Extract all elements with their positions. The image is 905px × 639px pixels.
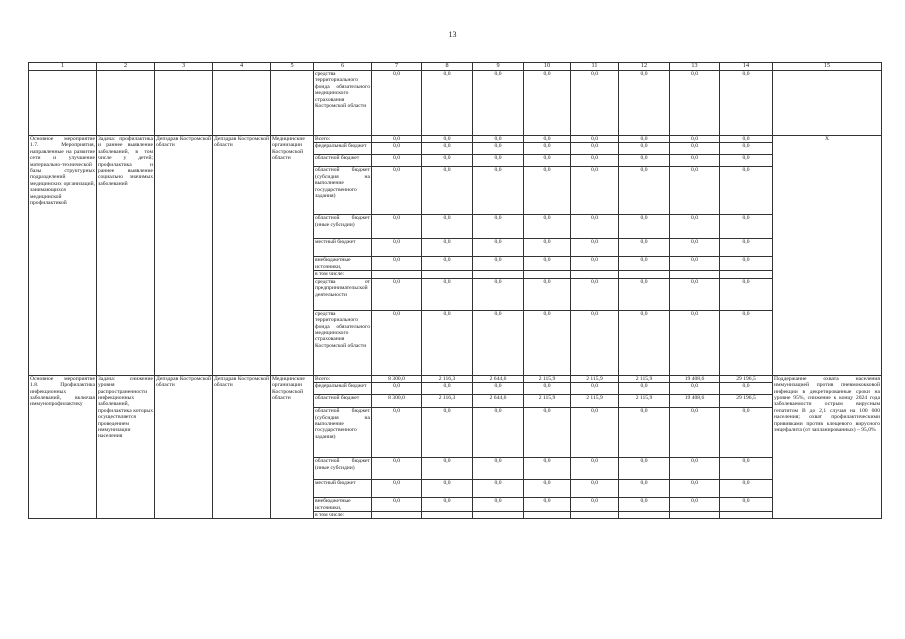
header-cell: 8 (422, 63, 473, 71)
value-cell: 0,0 (524, 155, 571, 167)
header-cell: 9 (473, 63, 524, 71)
value-cell (720, 271, 773, 278)
value-cell: 0,0 (422, 458, 473, 480)
value-cell: 0,0 (473, 136, 524, 143)
value-cell (422, 512, 473, 519)
value-cell: 0,0 (619, 408, 670, 458)
empty-cell (773, 71, 882, 136)
value-cell: 0,0 (473, 71, 524, 136)
value-cell: 0,0 (422, 71, 473, 136)
value-cell: 0,0 (571, 155, 619, 167)
header-cell: 6 (314, 63, 372, 71)
value-cell: 0,0 (571, 143, 619, 155)
value-cell: 2 115,9 (524, 395, 571, 408)
value-cell: 0,0 (720, 167, 773, 215)
value-cell: 0,0 (619, 498, 670, 512)
value-cell: 0,0 (524, 215, 571, 239)
value-cell: 0,0 (524, 480, 571, 498)
value-cell: 0,0 (619, 278, 670, 310)
value-cell: 0,0 (571, 136, 619, 143)
header-cell: 2 (97, 63, 155, 71)
value-cell: 0,0 (524, 383, 571, 395)
value-cell: 0,0 (372, 257, 422, 271)
value-cell: 0,0 (720, 498, 773, 512)
value-cell: 0,0 (422, 155, 473, 167)
funding-source-cell: в том числе: (314, 512, 372, 519)
value-cell: 0,0 (524, 498, 571, 512)
value-cell: 0,0 (720, 215, 773, 239)
value-cell: 0,0 (670, 498, 720, 512)
value-cell: 0,0 (422, 498, 473, 512)
value-cell: 0,0 (372, 215, 422, 239)
value-cell: 0,0 (473, 215, 524, 239)
value-cell: 0,0 (372, 155, 422, 167)
value-cell: 0,0 (473, 257, 524, 271)
value-cell: 0,0 (422, 480, 473, 498)
value-cell: 0,0 (670, 143, 720, 155)
value-cell: 0,0 (720, 155, 773, 167)
value-cell: 0,0 (372, 143, 422, 155)
value-cell: 0,0 (473, 278, 524, 310)
value-cell: 0,0 (670, 71, 720, 136)
value-cell: 0,0 (422, 143, 473, 155)
value-cell: 0,0 (473, 167, 524, 215)
value-cell: 0,0 (670, 239, 720, 257)
header-cell: 15 (773, 63, 882, 71)
funding-source-cell: областной бюджет (314, 155, 372, 167)
funding-source-cell: Всего: (314, 375, 372, 382)
value-cell: 0,0 (473, 310, 524, 375)
value-cell: 0,0 (422, 136, 473, 143)
value-cell: 8 300,0 (372, 395, 422, 408)
value-cell: 0,0 (619, 215, 670, 239)
header-cell: 13 (670, 63, 720, 71)
funding-source-cell: областной бюджет (314, 395, 372, 408)
result-cell: Поддержание охвата населения иммунизацией против пневмококковой инфекции в декретированные сроки на уровне 95%, снижение к концу 2024 года заболеваемости острым вирусным гепатитом В до 2,1 случая на 100 000 населения; охват профилактическими прививками против клещевого вирусного энцефалита (от запланированных) – 95,0% (773, 375, 882, 519)
value-cell: 0,0 (720, 480, 773, 498)
table-row (29, 136, 882, 143)
value-cell: 0,0 (670, 215, 720, 239)
value-cell: 0,0 (372, 408, 422, 458)
value-cell: 0,0 (571, 310, 619, 375)
event-name-cell: Основное мероприятие 1.8. Профилактика инфекционных заболеваний, включая иммунопрофилактику (29, 375, 97, 519)
value-cell: 0,0 (473, 408, 524, 458)
value-cell: 8 300,0 (372, 375, 422, 382)
value-cell: 0,0 (720, 408, 773, 458)
value-cell: 0,0 (619, 239, 670, 257)
page-number: 13 (448, 30, 457, 39)
value-cell (619, 512, 670, 519)
value-cell (473, 512, 524, 519)
value-cell: 0,0 (473, 143, 524, 155)
funding-source-cell: средства от предпринимательской деятельности (314, 278, 372, 310)
funding-source-cell: в том числе: (314, 271, 372, 278)
header-cell: 3 (155, 63, 213, 71)
value-cell: 0,0 (422, 257, 473, 271)
header-cell: 12 (619, 63, 670, 71)
value-cell: 0,0 (670, 136, 720, 143)
task-cell: Задача: снижение уровня распространенности инфекционных заболеваний, профилактика которых осуществляется проведением иммунизации населения (97, 375, 155, 519)
empty-cell (271, 71, 314, 136)
header-cell: 7 (372, 63, 422, 71)
header-cell: 10 (524, 63, 571, 71)
funding-source-cell: областной бюджет (иные субсидии) (314, 458, 372, 480)
value-cell: 0,0 (720, 143, 773, 155)
value-cell: 0,0 (619, 136, 670, 143)
value-cell: 0,0 (473, 155, 524, 167)
value-cell: 0,0 (670, 458, 720, 480)
value-cell: 0,0 (524, 408, 571, 458)
value-cell: 0,0 (473, 498, 524, 512)
value-cell: 0,0 (372, 167, 422, 215)
participant-cell: Медицинские организации Костромской области (271, 136, 314, 376)
value-cell: 0,0 (571, 383, 619, 395)
value-cell: 0,0 (422, 408, 473, 458)
value-cell: 0,0 (524, 143, 571, 155)
value-cell: 0,0 (473, 383, 524, 395)
header-cell: 1 (29, 63, 97, 71)
value-cell (524, 512, 571, 519)
funding-source-cell: местный бюджет (314, 480, 372, 498)
value-cell: 0,0 (524, 458, 571, 480)
value-cell (571, 271, 619, 278)
header-cell: 14 (720, 63, 773, 71)
value-cell: 0,0 (422, 383, 473, 395)
value-cell: 0,0 (720, 310, 773, 375)
value-cell: 0,0 (670, 278, 720, 310)
header-row (29, 63, 882, 71)
empty-cell (29, 71, 97, 136)
coordinator-cell: Депздрав Костромской области (155, 136, 213, 376)
funding-source-cell: областной бюджет (субсидия на выполнение государственного задания) (314, 167, 372, 215)
value-cell: 0,0 (372, 278, 422, 310)
funding-source-cell: федеральный бюджет (314, 143, 372, 155)
value-cell: 0,0 (571, 215, 619, 239)
value-cell (670, 512, 720, 519)
value-cell: 0,0 (619, 167, 670, 215)
value-cell: 29 196,5 (720, 375, 773, 382)
funding-source-cell: местный бюджет (314, 239, 372, 257)
value-cell: 0,0 (720, 239, 773, 257)
value-cell: 2 115,9 (524, 375, 571, 382)
value-cell: 0,0 (670, 383, 720, 395)
value-cell: 0,0 (372, 310, 422, 375)
value-cell: 0,0 (619, 310, 670, 375)
value-cell: 0,0 (720, 136, 773, 143)
value-cell: 19 408,6 (670, 375, 720, 382)
value-cell: 2 644,6 (473, 375, 524, 382)
executor-cell: Депздрав Костромской области (213, 136, 271, 376)
value-cell: 0,0 (670, 310, 720, 375)
value-cell: 0,0 (422, 167, 473, 215)
value-cell (422, 271, 473, 278)
value-cell: 0,0 (619, 480, 670, 498)
header-cell: 4 (213, 63, 271, 71)
value-cell: 0,0 (524, 167, 571, 215)
funding-source-cell: Всего: (314, 136, 372, 143)
executor-cell: Депздрав Костромской области (213, 375, 271, 519)
value-cell: 0,0 (720, 278, 773, 310)
empty-cell (213, 71, 271, 136)
funding-source-cell: внебюджетные источники, (314, 498, 372, 512)
funding-source-cell: федеральный бюджет (314, 383, 372, 395)
event-name-cell: Основное мероприятие 1.7. Мероприятия, направленные на развитие сети и улучшение материально-технической базы структурных подразделений медицинских организаций, занимающихся медицинской профилактикой (29, 136, 97, 376)
table-row (29, 71, 882, 136)
value-cell: 0,0 (571, 71, 619, 136)
value-cell: 0,0 (422, 239, 473, 257)
value-cell: 0,0 (571, 257, 619, 271)
empty-cell (155, 71, 213, 136)
value-cell: 0,0 (372, 136, 422, 143)
value-cell (372, 271, 422, 278)
value-cell: 0,0 (571, 239, 619, 257)
result-cell: Х (773, 136, 882, 376)
header-cell: 5 (271, 63, 314, 71)
value-cell: 2 115,9 (619, 375, 670, 382)
funding-source-cell: средства территориального фонда обязательного медицинского страхования Костромской области (314, 310, 372, 375)
value-cell: 2 116,3 (422, 395, 473, 408)
task-cell: Задача: профилактика и раннее выявление заболеваний, в том числе у детей; профилактика и раннее выявление социально значимых заболеваний (97, 136, 155, 376)
value-cell: 0,0 (571, 458, 619, 480)
value-cell: 2 644,6 (473, 395, 524, 408)
header-cell: 11 (571, 63, 619, 71)
value-cell: 0,0 (524, 278, 571, 310)
value-cell: 2 115,9 (619, 395, 670, 408)
value-cell: 19 408,6 (670, 395, 720, 408)
participant-cell: Медицинские организации Костромской области (271, 375, 314, 519)
value-cell: 0,0 (473, 458, 524, 480)
value-cell: 0,0 (524, 136, 571, 143)
value-cell: 0,0 (524, 310, 571, 375)
funding-source-cell: областной бюджет (субсидия на выполнение государственного задания) (314, 408, 372, 458)
value-cell: 0,0 (619, 155, 670, 167)
value-cell (670, 271, 720, 278)
value-cell: 0,0 (372, 71, 422, 136)
value-cell: 0,0 (524, 239, 571, 257)
value-cell: 0,0 (524, 257, 571, 271)
value-cell: 0,0 (619, 383, 670, 395)
value-cell (619, 271, 670, 278)
value-cell: 0,0 (670, 408, 720, 458)
value-cell: 0,0 (670, 257, 720, 271)
value-cell: 0,0 (422, 215, 473, 239)
value-cell: 0,0 (720, 458, 773, 480)
value-cell: 0,0 (422, 310, 473, 375)
funding-source-cell: внебюджетные источники, (314, 257, 372, 271)
coordinator-cell: Депздрав Костромской области (155, 375, 213, 519)
value-cell: 0,0 (720, 71, 773, 136)
value-cell: 2 116,3 (422, 375, 473, 382)
value-cell: 0,0 (670, 480, 720, 498)
value-cell (473, 271, 524, 278)
value-cell (524, 271, 571, 278)
empty-cell (97, 71, 155, 136)
value-cell: 0,0 (571, 167, 619, 215)
funding-source-cell: средства территориального фонда обязательного медицинского страхования Костромской области (314, 71, 372, 136)
value-cell (571, 512, 619, 519)
value-cell: 0,0 (619, 71, 670, 136)
table-row (29, 375, 882, 382)
value-cell: 0,0 (524, 71, 571, 136)
value-cell: 2 115,9 (571, 395, 619, 408)
value-cell: 0,0 (720, 257, 773, 271)
budget-table (28, 62, 882, 519)
value-cell (372, 512, 422, 519)
value-cell: 0,0 (372, 239, 422, 257)
value-cell: 0,0 (571, 408, 619, 458)
value-cell: 0,0 (619, 458, 670, 480)
value-cell: 0,0 (372, 458, 422, 480)
value-cell: 29 196,5 (720, 395, 773, 408)
value-cell: 0,0 (670, 155, 720, 167)
value-cell: 0,0 (473, 239, 524, 257)
funding-source-cell: областной бюджет (иные субсидии) (314, 215, 372, 239)
value-cell: 0,0 (571, 480, 619, 498)
value-cell: 0,0 (422, 278, 473, 310)
value-cell: 2 115,9 (571, 375, 619, 382)
value-cell: 0,0 (720, 383, 773, 395)
value-cell: 0,0 (619, 143, 670, 155)
value-cell: 0,0 (571, 278, 619, 310)
value-cell: 0,0 (372, 480, 422, 498)
value-cell: 0,0 (473, 480, 524, 498)
value-cell: 0,0 (619, 257, 670, 271)
value-cell: 0,0 (372, 383, 422, 395)
value-cell: 0,0 (670, 167, 720, 215)
value-cell: 0,0 (372, 498, 422, 512)
value-cell (720, 512, 773, 519)
value-cell: 0,0 (571, 498, 619, 512)
